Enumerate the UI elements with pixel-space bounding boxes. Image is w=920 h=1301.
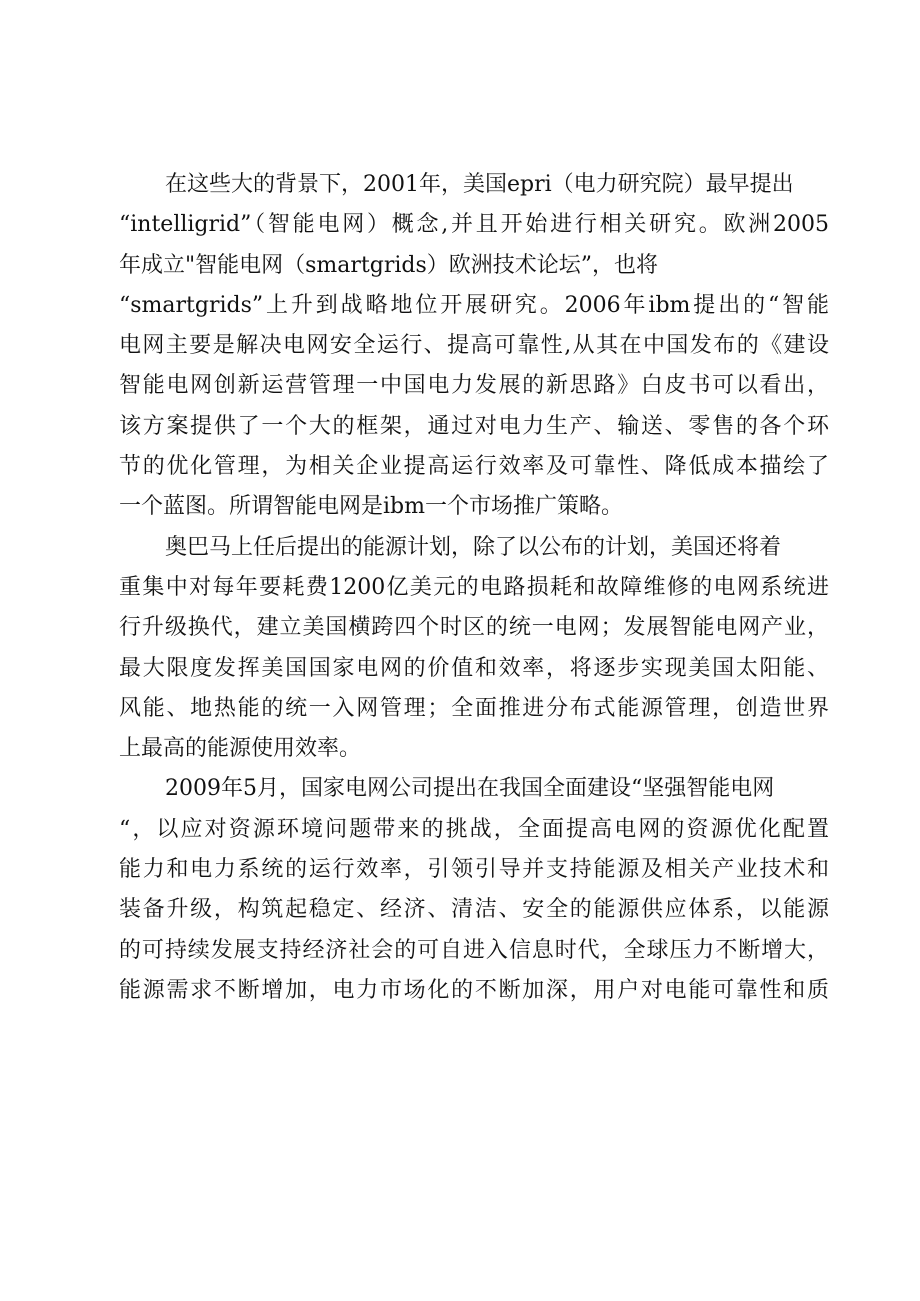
- paragraph-1-line-5: 电网主要是解决电网安全运行、提高可靠性,从其在中国发布的《建设: [119, 333, 829, 359]
- paragraph-1-line-7: 该方案提供了一个大的框架，通过对电力生产、输送、零售的各个环: [119, 413, 829, 439]
- paragraph-3-line-3: 能力和电力系统的运行效率，引领引导并支持能源及相关产业技术和: [119, 857, 829, 883]
- paragraph-3-line-6: 能源需求不断增加，电力市场化的不断加深，用户对电能可靠性和质: [119, 977, 829, 1003]
- paragraph-3-line-1: 2009年5月，国家电网公司提出在我国全面建设“坚强智能电网: [165, 776, 775, 802]
- paragraph-1-line-1: 在这些大的背景下，2001年，美国epri（电力研究院）最早提出: [165, 172, 794, 197]
- paragraph-2-line-4: 最大限度发挥美国国家电网的价值和效率，将逐步实现美国太阳能、: [119, 655, 829, 681]
- paragraph-1-line-8: 节的优化管理，为相关企业提高运行效率及可靠性、降低成本描绘了: [119, 454, 829, 480]
- paragraph-3-line-2: “，以应对资源环境问题带来的挑战，全面提高电网的资源优化配置: [119, 816, 829, 842]
- paragraph-3-line-4: 装备升级，构筑起稳定、经济、清洁、安全的能源供应体系，以能源: [119, 897, 829, 923]
- paragraph-1-line-2: “intelligrid”（智能电网）概念,并且开始进行相关研究。欧洲2005: [119, 212, 829, 238]
- paragraph-3-line-5: 的可持续发展支持经济社会的可自进入信息时代，全球压力不断增大，: [119, 937, 829, 963]
- paragraph-2-line-1: 奥巴马上任后提出的能源计划，除了以公布的计划，美国还将着: [165, 534, 782, 560]
- paragraph-2-line-2: 重集中对每年要耗费1200亿美元的电路损耗和故障维修的电网系统进: [119, 574, 829, 600]
- paragraph-2-line-3: 行升级换代，建立美国横跨四个时区的统一电网；发展智能电网产业，: [119, 615, 829, 641]
- document-body: [119, 165, 829, 1011]
- paragraph-1-line-9: 一个蓝图。所谓智能电网是ibm一个市场推广策略。: [119, 494, 623, 520]
- paragraph-1-line-6: 智能电网创新运营管理一中国电力发展的新思路》白皮书可以看出，: [119, 373, 829, 399]
- paragraph-1-line-3: 年成立"智能电网（smartgrids）欧洲技术论坛”，也将: [119, 252, 659, 278]
- paragraph-2-line-6: 上最高的能源使用效率。: [119, 736, 362, 762]
- paragraph-1-line-4: “smartgrids”上升到战略地位开展研究。2006年ibm提出的“智能: [119, 292, 829, 318]
- paragraph-2-line-5: 风能、地热能的统一入网管理；全面推进分布式能源管理，创造世界: [119, 695, 829, 721]
